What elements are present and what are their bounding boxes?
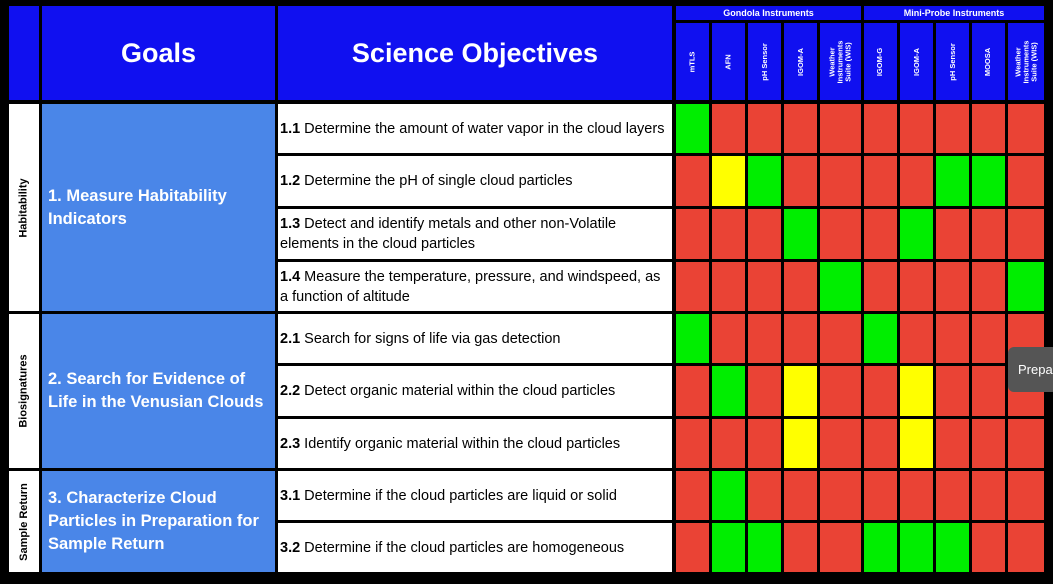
- instrument-header: [748, 23, 781, 100]
- tooltip: Prepa: [1008, 347, 1053, 392]
- matrix-cell: [820, 156, 861, 206]
- matrix-cell: [936, 209, 969, 259]
- goal-text: 1. Measure Habitability Indicators: [48, 186, 227, 228]
- category-text: Habitability: [18, 177, 31, 238]
- instrument-header: [784, 23, 817, 100]
- matrix-cell: [820, 104, 861, 153]
- matrix-cell: [748, 366, 781, 416]
- objective-cell: [278, 419, 672, 468]
- category-label: [9, 104, 39, 311]
- objective-number: 2.1: [280, 330, 301, 347]
- matrix-cell: [820, 209, 861, 259]
- instrument-header: [972, 23, 1005, 100]
- matrix-cell: [784, 314, 817, 363]
- objective-text: 3.2 Determine if the cloud particles are homogeneous: [280, 539, 625, 556]
- instrument-header: [820, 23, 861, 100]
- matrix-cell: [972, 156, 1005, 206]
- matrix-cell: [864, 419, 897, 468]
- matrix-cell: [676, 366, 709, 416]
- matrix-cell: [900, 419, 933, 468]
- matrix-cell: [820, 523, 861, 572]
- matrix-cell: [864, 366, 897, 416]
- objective-text: 1.1 Determine the amount of water vapor in the cloud layers: [280, 120, 665, 137]
- objective-cell: [278, 156, 672, 206]
- objective-cell: [278, 471, 672, 520]
- matrix-cell: [864, 471, 897, 520]
- objective-cell: [278, 262, 672, 311]
- instrument-header: [936, 23, 969, 100]
- matrix-cell: [900, 104, 933, 153]
- header-corner: [9, 6, 39, 100]
- matrix-cell: [864, 523, 897, 572]
- matrix-cell: [784, 262, 817, 311]
- objective-number: 2.3: [280, 435, 301, 452]
- matrix-cell: [676, 209, 709, 259]
- matrix-cell: [972, 104, 1005, 153]
- matrix-cell: [1008, 156, 1044, 206]
- matrix-cell: [900, 366, 933, 416]
- matrix-cell: [712, 262, 745, 311]
- matrix-cell: [712, 104, 745, 153]
- objective-text: 3.1 Determine if the cloud particles are liquid or solid: [280, 487, 617, 504]
- matrix-cell: [748, 209, 781, 259]
- matrix-cell: [676, 104, 709, 153]
- matrix-cell: [936, 523, 969, 572]
- matrix-cell: [748, 156, 781, 206]
- objective-number: 2.2: [280, 383, 301, 399]
- matrix-cell: [748, 419, 781, 468]
- objective-number: 3.2: [280, 539, 301, 556]
- matrix-cell: [900, 314, 933, 363]
- instrument-label: IGOM-A: [911, 47, 921, 76]
- objective-text: 1.3 Detect and identify metals and other non-Volatile elements in the cloud particles: [280, 216, 617, 252]
- matrix-cell: [820, 419, 861, 468]
- objective-number: 1.4: [280, 268, 301, 285]
- matrix-cell: [900, 209, 933, 259]
- objective-text: 2.2 Detect organic material within the cloud particles: [280, 383, 616, 399]
- matrix-cell: [936, 314, 969, 363]
- instrument-header: [864, 23, 897, 100]
- objective-number: 3.1: [280, 487, 301, 504]
- matrix-cell: [1008, 523, 1044, 572]
- objective-number: 1.3: [280, 216, 301, 232]
- matrix-cell: [784, 156, 817, 206]
- matrix-cell: [1008, 104, 1044, 153]
- matrix-cell: [972, 262, 1005, 311]
- matrix-cell: [712, 471, 745, 520]
- objective-text: 1.4 Measure the temperature, pressure, and windspeed, as a function of altitude: [280, 268, 661, 305]
- matrix-cell: [748, 523, 781, 572]
- goal-cell: [42, 104, 275, 311]
- objective-cell: [278, 523, 672, 572]
- matrix-cell: [900, 156, 933, 206]
- matrix-cell: [1008, 471, 1044, 520]
- matrix-cell: [748, 471, 781, 520]
- matrix-cell: [936, 104, 969, 153]
- objective-cell: [278, 314, 672, 363]
- matrix-cell: [784, 366, 817, 416]
- goal-text: 2. Search for Evidence of Life in the Venusian Clouds: [48, 370, 264, 411]
- matrix-cell: [784, 523, 817, 572]
- instrument-header: [676, 23, 709, 100]
- matrix-cell: [900, 523, 933, 572]
- matrix-cell: [784, 104, 817, 153]
- matrix-cell: [1008, 262, 1044, 311]
- objective-cell: [278, 104, 672, 153]
- matrix-cell: [712, 366, 745, 416]
- instrument-label: Weather Instruments Suite (WIS): [827, 40, 853, 83]
- matrix-cell: [936, 262, 969, 311]
- matrix-cell: [676, 262, 709, 311]
- matrix-cell: [676, 314, 709, 363]
- instrument-label: mTLS: [687, 51, 697, 72]
- matrix-cell: [864, 262, 897, 311]
- instrument-label: MOOSA: [983, 47, 993, 76]
- matrix-cell: [972, 523, 1005, 572]
- matrix-cell: [712, 209, 745, 259]
- matrix-cell: [972, 314, 1005, 363]
- matrix-cell: [972, 209, 1005, 259]
- matrix-cell: [784, 471, 817, 520]
- matrix-cell: [712, 523, 745, 572]
- matrix-cell: [784, 209, 817, 259]
- matrix-cell: [676, 156, 709, 206]
- matrix-cell: [820, 314, 861, 363]
- objective-text: 2.1 Search for signs of life via gas detection: [280, 330, 561, 347]
- objective-cell: [278, 209, 672, 259]
- objective-text: 2.3 Identify organic material within the cloud particles: [280, 435, 621, 452]
- group-header-mini-probe: Mini-Probe Instruments: [864, 6, 1044, 20]
- matrix-cell: [936, 156, 969, 206]
- category-label: [9, 471, 39, 572]
- instrument-label: pH Sensor: [947, 42, 957, 81]
- matrix-cell: [712, 419, 745, 468]
- category-text: Sample Return: [18, 482, 31, 561]
- objective-cell: [278, 366, 672, 416]
- matrix-cell: [900, 471, 933, 520]
- matrix-cell: [864, 314, 897, 363]
- matrix-cell: [712, 156, 745, 206]
- instrument-header: [712, 23, 745, 100]
- matrix-cell: [748, 104, 781, 153]
- matrix-cell: [1008, 209, 1044, 259]
- matrix-cell: [712, 314, 745, 363]
- matrix-cell: [972, 471, 1005, 520]
- objective-number: 1.2: [280, 173, 301, 189]
- instrument-header: [900, 23, 933, 100]
- matrix-cell: [864, 209, 897, 259]
- group-header-gondola: Gondola Instruments: [676, 6, 861, 20]
- matrix-cell: [748, 314, 781, 363]
- matrix-cell: [936, 366, 969, 416]
- matrix-cell: [676, 471, 709, 520]
- goals-header: Goals: [42, 6, 275, 100]
- instrument-header: [1008, 23, 1044, 100]
- objective-number: 1.1: [280, 120, 301, 137]
- matrix-cell: [864, 156, 897, 206]
- matrix-cell: [1008, 419, 1044, 468]
- instrument-label: AFN: [723, 53, 733, 70]
- goal-cell: [42, 314, 275, 468]
- instrument-label: Weather Instruments Suite (WIS): [1013, 40, 1038, 83]
- matrix-cell: [820, 366, 861, 416]
- goal-text: 3. Characterize Cloud Particles in Preparation for Sample Return: [48, 489, 259, 553]
- matrix-cell: [972, 366, 1005, 416]
- category-text: Biosignatures: [18, 354, 31, 428]
- matrix-cell: [972, 419, 1005, 468]
- matrix-cell: [820, 262, 861, 311]
- instrument-label: pH Sensor: [759, 42, 769, 81]
- instrument-label: IGOM-G: [875, 47, 885, 76]
- objectives-header: Science Objectives: [278, 6, 672, 100]
- objective-text: 1.2 Determine the pH of single cloud particles: [280, 173, 573, 189]
- matrix-cell: [676, 523, 709, 572]
- matrix-cell: [676, 419, 709, 468]
- matrix-cell: [900, 262, 933, 311]
- goal-cell: [42, 471, 275, 572]
- matrix-cell: [936, 419, 969, 468]
- category-label: [9, 314, 39, 468]
- matrix-cell: [936, 471, 969, 520]
- matrix-cell: [864, 104, 897, 153]
- matrix-cell: [784, 419, 817, 468]
- instrument-label: IGOM-A: [795, 47, 805, 76]
- matrix-cell: [820, 471, 861, 520]
- matrix-cell: [748, 262, 781, 311]
